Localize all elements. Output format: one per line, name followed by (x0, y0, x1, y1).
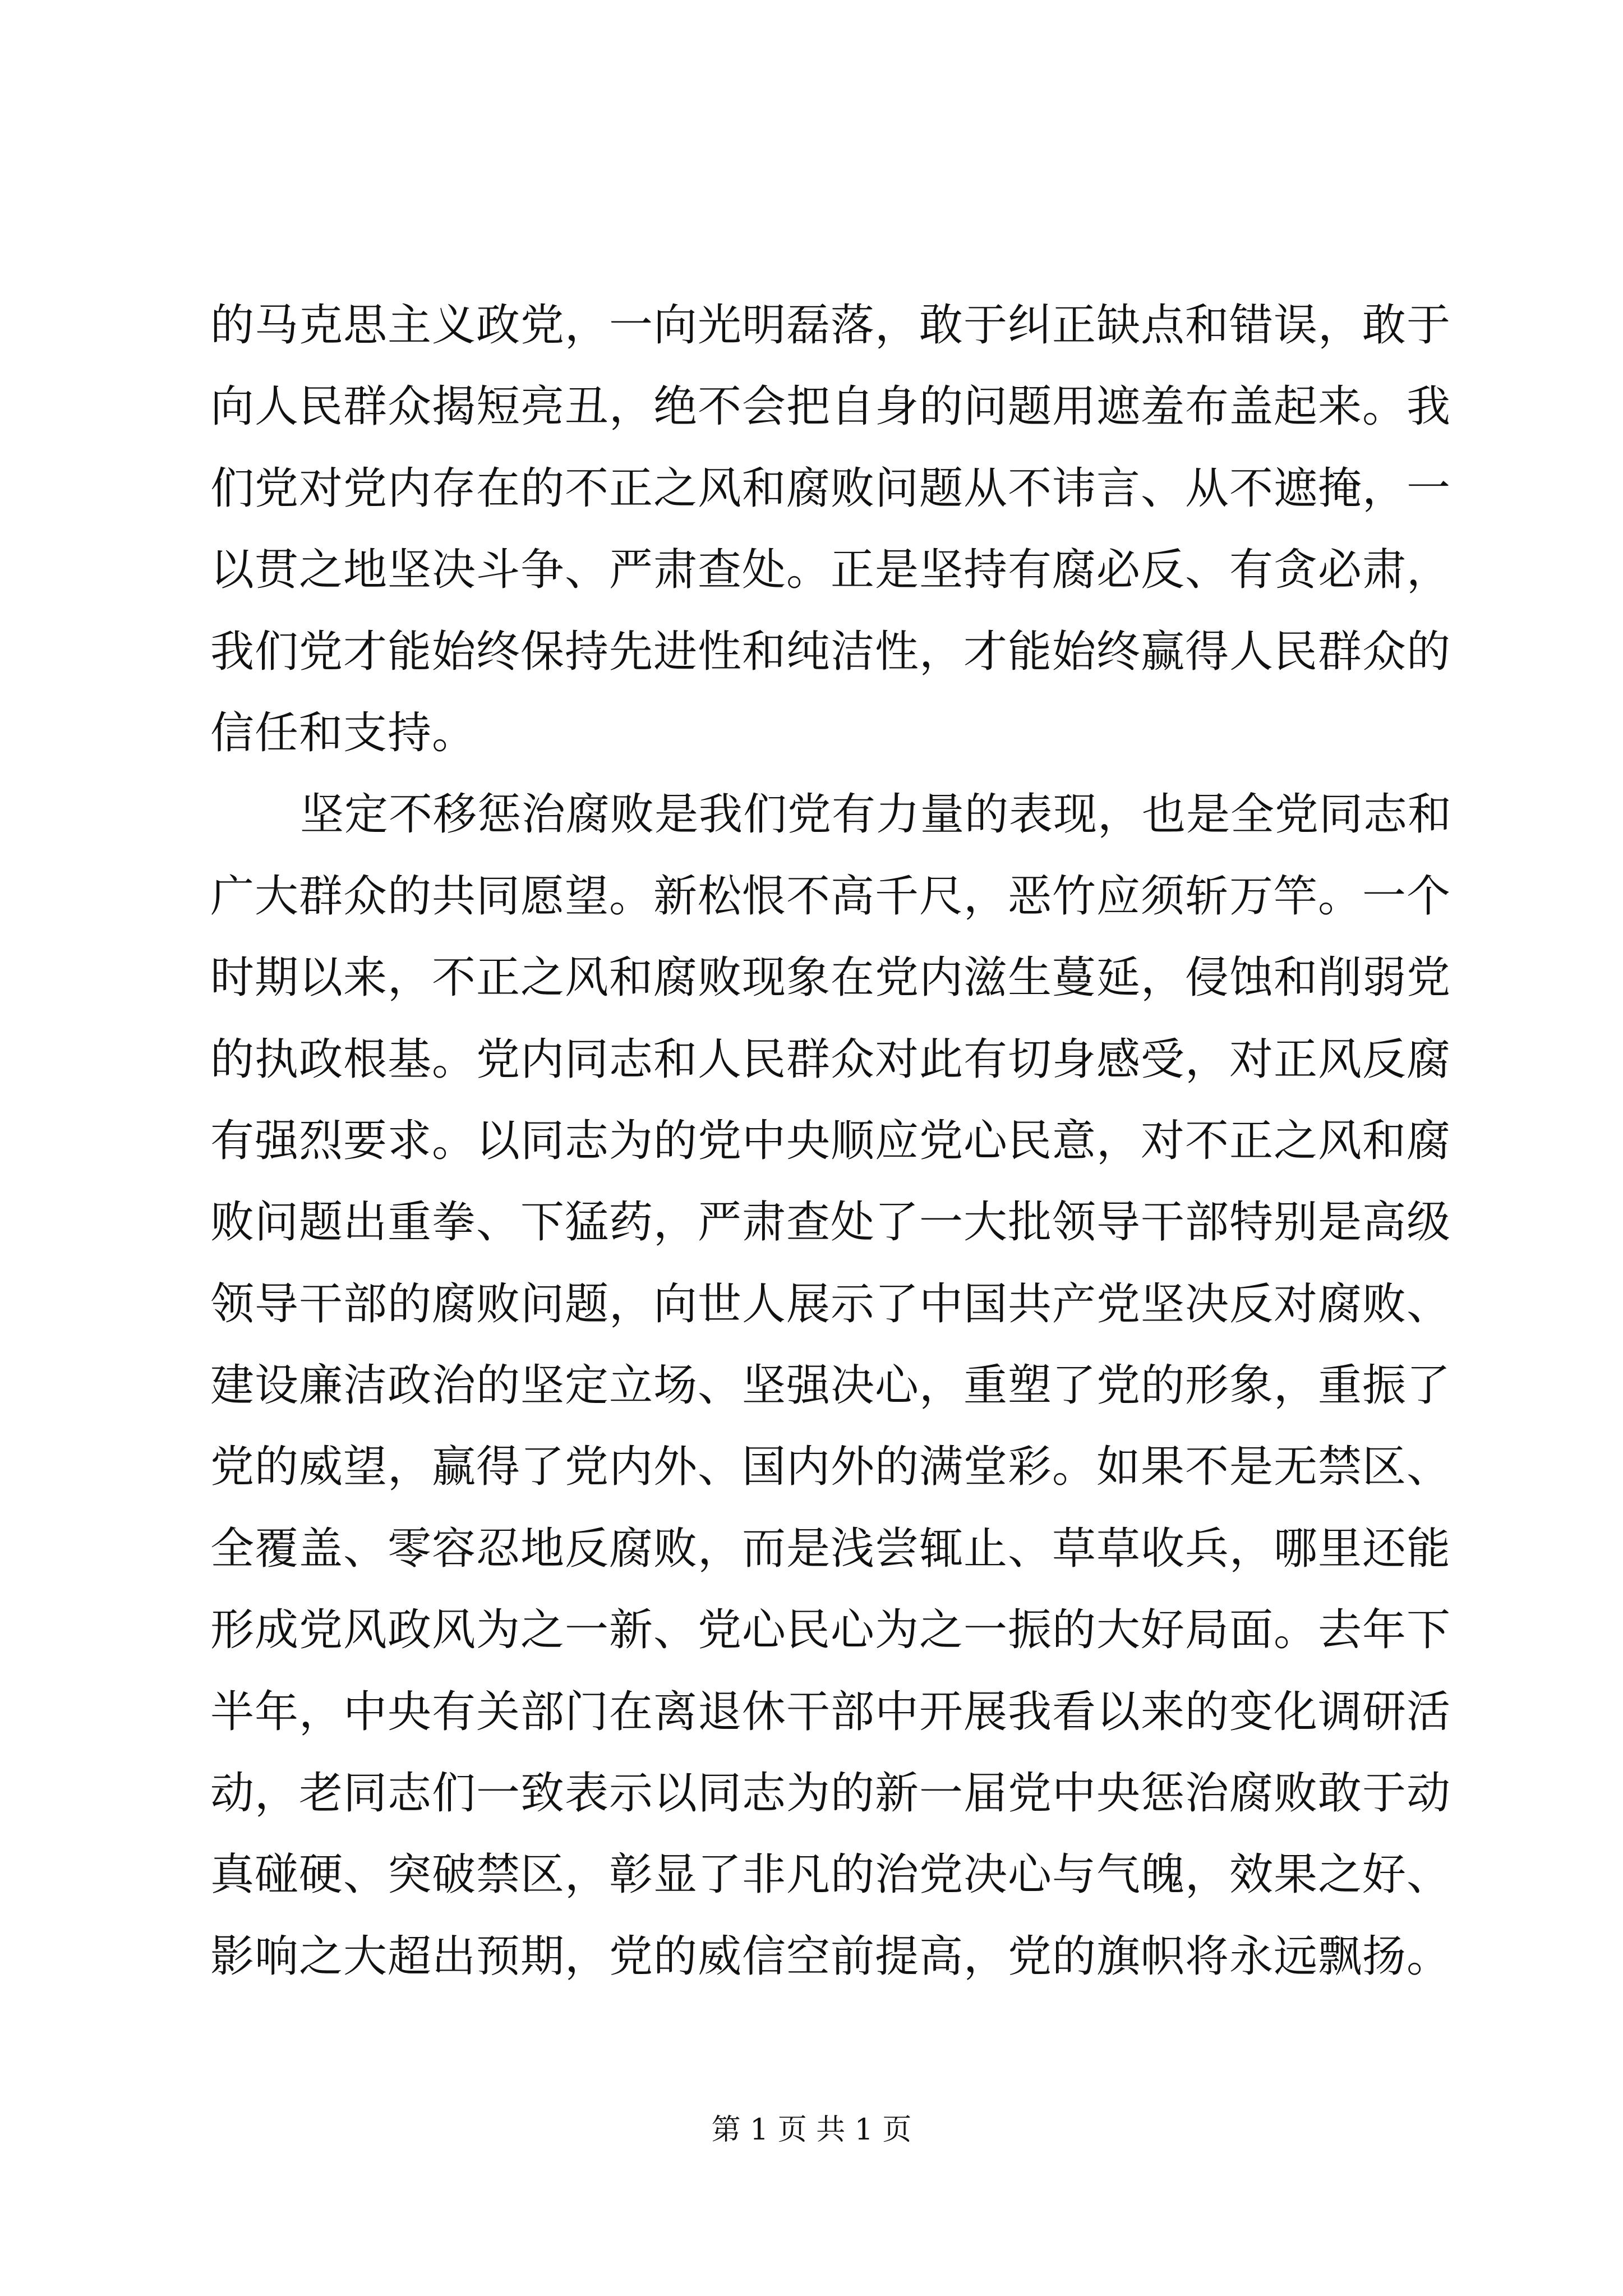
text-line: 半年，中央有关部门在离退休干部中开展我看以来的变化调研活 (210, 1686, 1451, 1737)
page-footer: 第 1 页 共 1 页 (711, 2113, 912, 2147)
text-line: 动，老同志们一致表示以同志为的新一届党中央惩治腐败敢于动 (210, 1768, 1451, 1819)
text-line: 领导干部的腐败问题，向世人展示了中国共产党坚决反对腐败、 (210, 1278, 1451, 1329)
text-line: 党的威望，赢得了党内外、国内外的满堂彩。如果不是无禁区、 (210, 1442, 1451, 1493)
text-line: 有强烈要求。以同志为的党中央顺应党心民意，对不正之风和腐 (210, 1115, 1451, 1166)
text-line: 影响之大超出预期，党的威信空前提高，党的旗帜将永远飘扬。 (210, 1931, 1451, 1982)
text-line: 时期以来，不正之风和腐败现象在党内滋生蔓延，侵蚀和削弱党 (210, 953, 1451, 1004)
text-line: 建设廉洁政治的坚定立场、坚强决心，重塑了党的形象，重振了 (210, 1360, 1451, 1411)
text-line: 坚定不移惩治腐败是我们党有力量的表现，也是全党同志和 (300, 789, 1453, 840)
text-line: 以贯之地坚决斗争、严肃查处。正是坚持有腐必反、有贪必肃， (210, 545, 1451, 596)
text-line: 我们党才能始终保持先进性和纯洁性，才能始终赢得人民群众的 (210, 626, 1451, 677)
text-line: 形成党风政风为之一新、党心民心为之一振的大好局面。去年下 (210, 1605, 1451, 1656)
text-line: 败问题出重拳、下猛药，严肃查处了一大批领导干部特别是高级 (210, 1197, 1451, 1248)
text-line: 信任和支持。 (210, 707, 477, 758)
text-line: 全覆盖、零容忍地反腐败，而是浅尝辄止、草草收兵，哪里还能 (210, 1523, 1451, 1574)
text-line: 的马克思主义政党，一向光明磊落，敢于纠正缺点和错误，敢于 (210, 300, 1451, 351)
text-line: 广大群众的共同愿望。新松恨不高千尺，恶竹应须斩万竿。一个 (210, 871, 1451, 922)
text-line: 们党对党内存在的不正之风和腐败问题从不讳言、从不遮掩，一 (210, 463, 1451, 514)
text-line: 向人民群众揭短亮丑，绝不会把自身的问题用遮羞布盖起来。我 (210, 381, 1451, 432)
text-line: 真碰硬、突破禁区，彰显了非凡的治党决心与气魄，效果之好、 (210, 1849, 1451, 1901)
text-line: 的执政根基。党内同志和人民群众对此有切身感受，对正风反腐 (210, 1034, 1451, 1085)
body-text (210, 285, 1453, 1998)
